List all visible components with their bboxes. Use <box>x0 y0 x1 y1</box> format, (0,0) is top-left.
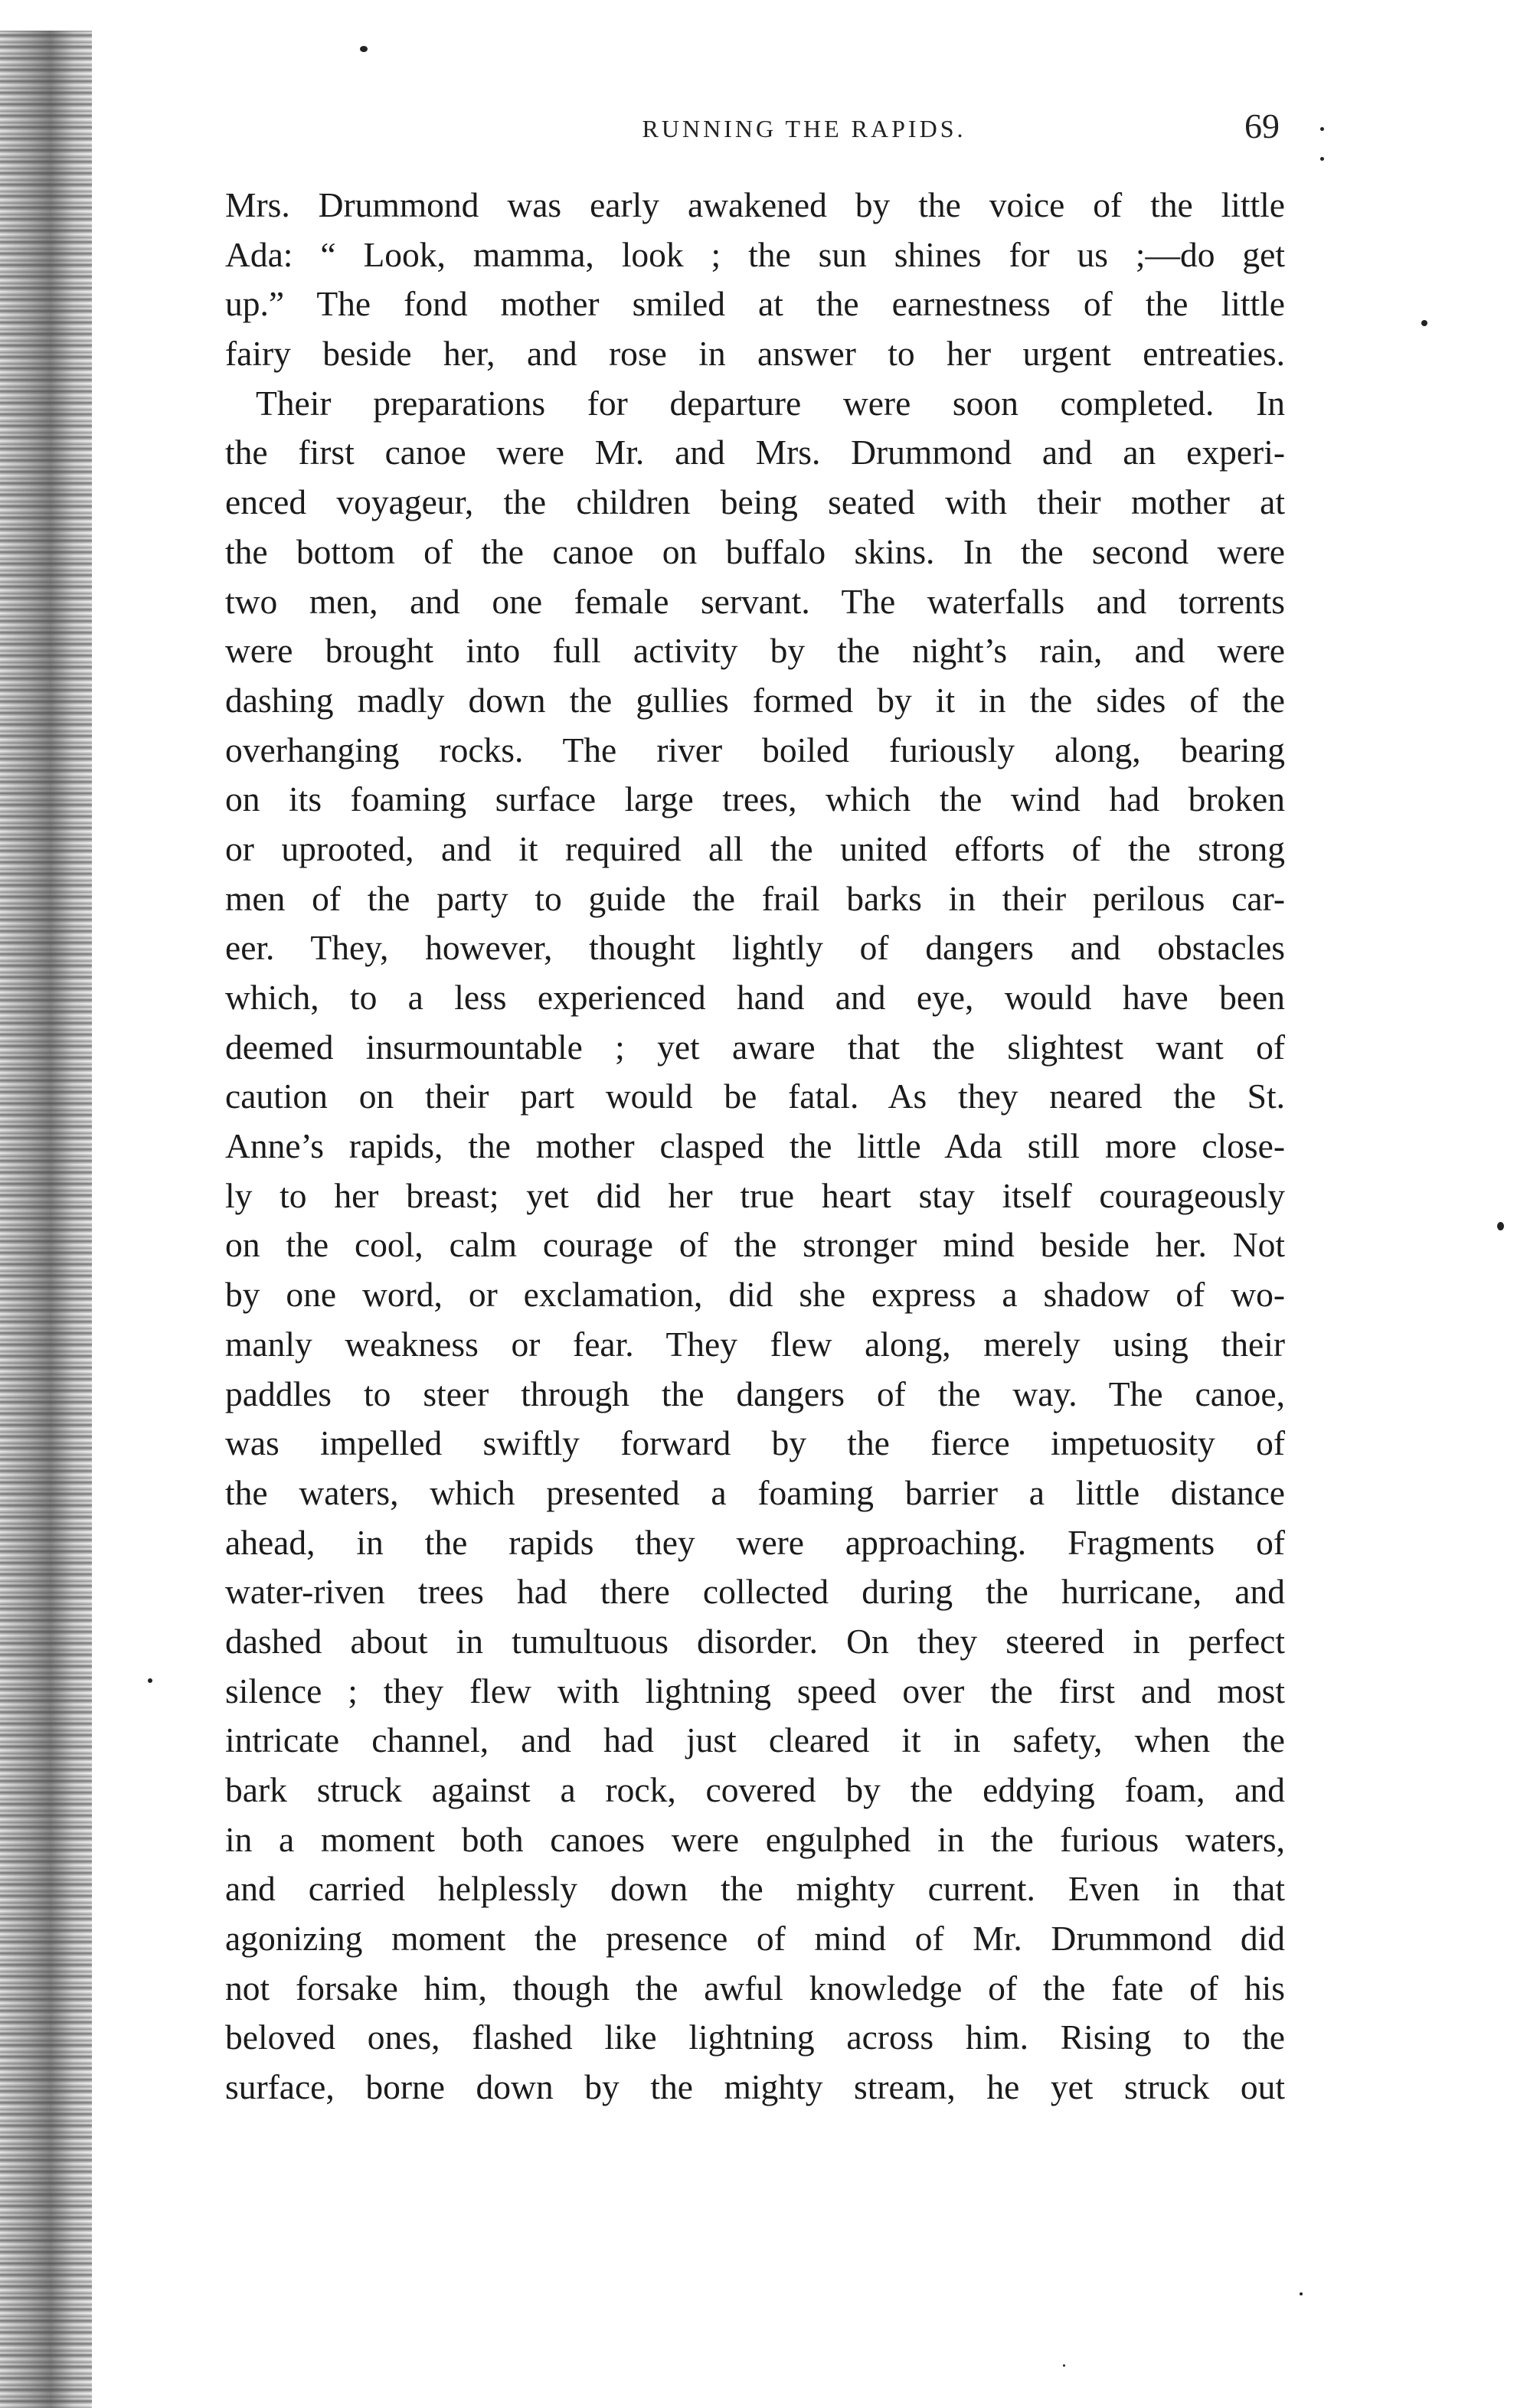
page-number: 69 <box>1244 106 1280 145</box>
scan-speck <box>360 46 368 52</box>
text-line: ly to her breast; yet did her true heart stay itself courageously <box>225 1175 1285 1215</box>
scan-speck <box>1421 320 1427 326</box>
text-line: silence ; they flew with lightning speed over the first and most <box>225 1671 1285 1710</box>
binding-edge <box>0 31 92 2408</box>
body-text <box>225 181 1285 2112</box>
text-line: the first canoe were Mr. and Mrs. Drummond and an experi- <box>225 433 1285 472</box>
text-line: the waters, which presented a foaming barrier a little distance <box>225 1472 1285 1512</box>
text-line: Anne’s rapids, the mother clasped the little Ada still more close- <box>225 1126 1285 1166</box>
text-line: Ada: “ Look, mamma, look ; the sun shines for us ;—do get <box>225 234 1285 274</box>
text-line: not forsake him, though the awful knowledge of the fate of his <box>225 1968 1285 2008</box>
text-line: up.” The fond mother smiled at the earnestness of the little <box>225 284 1285 324</box>
text-line: intricate channel, and had just cleared it in safety, when the <box>225 1720 1285 1760</box>
text-line: paddles to steer through the dangers of the way. The canoe, <box>225 1374 1285 1413</box>
scan-speck <box>1063 2364 1065 2367</box>
text-line: fairy beside her, and rose in answer to her urgent entreaties. <box>225 334 1285 374</box>
text-line: which, to a less experienced hand and eye, would have been <box>225 978 1285 1017</box>
text-line: in a moment both canoes were engulphed in the furious waters, <box>225 1819 1285 1859</box>
text-line: by one word, or exclamation, did she express a shadow of wo- <box>225 1275 1285 1315</box>
scan-speck <box>1300 2292 1303 2295</box>
text-line: the bottom of the canoe on buffalo skins. In the second were <box>225 531 1285 571</box>
text-line: eer. They, however, thought lightly of dangers and obstacles <box>225 928 1285 968</box>
scan-speck <box>1497 1222 1504 1230</box>
text-line: were brought into full activity by the night’s rain, and were <box>225 631 1285 671</box>
text-line: dashing madly down the gullies formed by it in the sides of the <box>225 680 1285 720</box>
text-line: enced voyageur, the children being seated with their mother at <box>225 482 1285 522</box>
text-line: beloved ones, flashed like lightning across him. Rising to the <box>225 2018 1285 2057</box>
text-line: surface, borne down by the mighty stream, he yet struck out <box>225 2067 1285 2107</box>
text-line: on its foaming surface large trees, which the wind had broken <box>225 779 1285 819</box>
text-line: two men, and one female servant. The waterfalls and torrents <box>225 581 1285 621</box>
text-line: and carried helplessly down the mighty current. Even in that <box>225 1869 1285 1909</box>
text-line: Mrs. Drummond was early awakened by the voice of the little <box>225 185 1285 224</box>
text-line: agonizing moment the presence of mind of Mr. Drummond did <box>225 1919 1285 1959</box>
scan-speck <box>148 1678 152 1683</box>
paragraph-first-line: Their preparations for departure were soon completed. In <box>256 383 1285 423</box>
text-line: was impelled swiftly forward by the fierce impetuosity of <box>225 1423 1285 1463</box>
text-line: overhanging rocks. The river boiled furiously along, bearing <box>225 730 1285 769</box>
text-line: on the cool, calm courage of the stronger mind beside her. Not <box>225 1225 1285 1265</box>
scan-speck <box>1320 157 1324 161</box>
text-line: caution on their part would be fatal. As they neared the St. <box>225 1077 1285 1116</box>
text-line: men of the party to guide the frail barks in their perilous car- <box>225 878 1285 918</box>
text-line: bark struck against a rock, covered by the eddying foam, and <box>225 1770 1285 1809</box>
text-line: deemed insurmountable ; yet aware that the slightest want of <box>225 1027 1285 1067</box>
text-line: manly weakness or fear. They flew along, merely using their <box>225 1324 1285 1364</box>
scan-speck <box>1320 127 1324 131</box>
running-head: RUNNING THE RAPIDS. <box>642 115 966 142</box>
text-line: or uprooted, and it required all the united efforts of the strong <box>225 828 1285 868</box>
text-line: dashed about in tumultuous disorder. On they steered in perfect <box>225 1621 1285 1661</box>
text-line: water-riven trees had there collected during the hurricane, and <box>225 1572 1285 1612</box>
text-line: ahead, in the rapids they were approaching. Fragments of <box>225 1522 1285 1562</box>
